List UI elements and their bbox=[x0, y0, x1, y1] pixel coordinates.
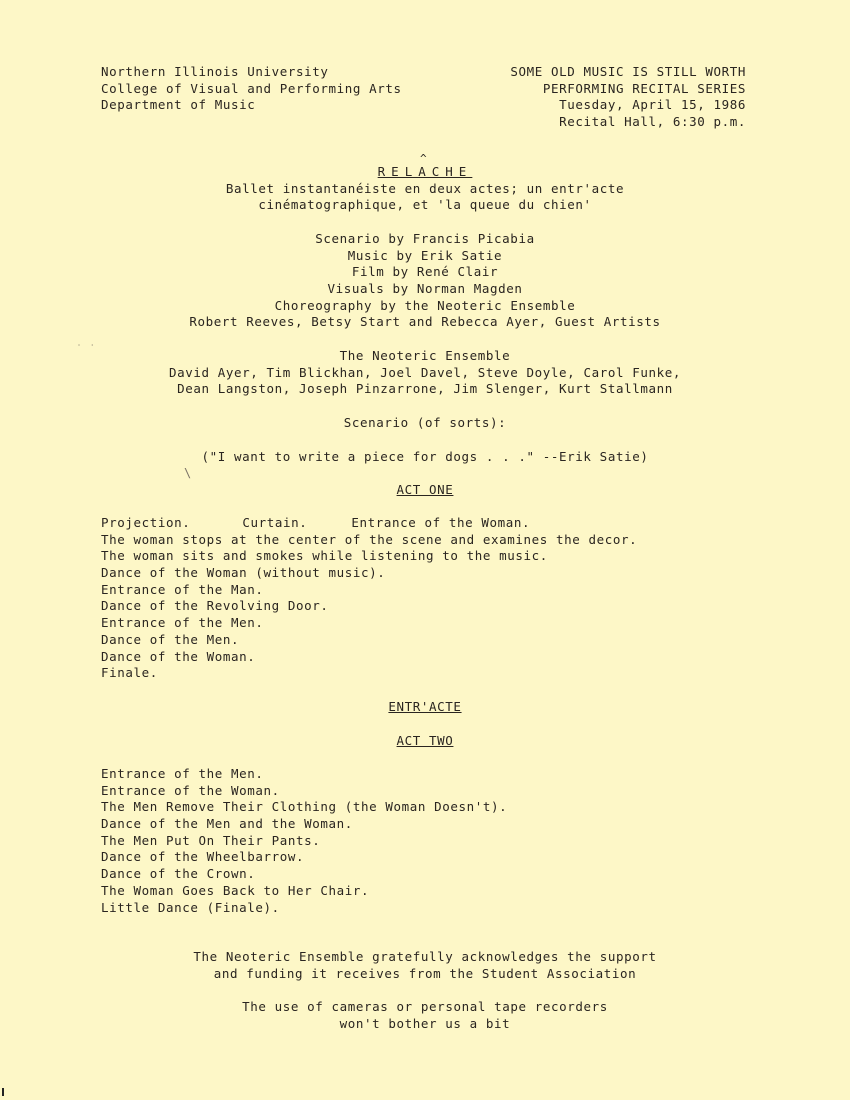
series-title-line2: PERFORMING RECITAL SERIES bbox=[542, 80, 746, 96]
work-title-block bbox=[0, 164, 850, 214]
credit-film: Film by René Clair bbox=[351, 264, 499, 280]
ensemble-members-line1: David Ayer, Tim Blickhan, Joel Davel, Steve Doyle, Carol Funke, bbox=[169, 364, 681, 380]
act-one-heading-wrap bbox=[0, 482, 850, 497]
act-two-line: The Men Put On Their Pants. bbox=[101, 832, 321, 848]
act-one-entrance-woman: Entrance of the Woman. bbox=[351, 515, 531, 530]
credit-choreography: Choreography by the Neoteric Ensemble bbox=[274, 297, 576, 313]
act-one-line: The woman stops at the center of the scene and examines the decor. bbox=[101, 531, 638, 547]
act-one-line: Dance of the Men. bbox=[101, 631, 240, 647]
institution-header bbox=[101, 64, 402, 114]
act-one-line: Dance of the Revolving Door. bbox=[101, 598, 329, 614]
act-one-curtain: Curtain. bbox=[242, 515, 308, 530]
work-subtitle-line2: cinématographique, et 'la queue du chien' bbox=[258, 197, 592, 213]
scan-speck: ˙ ˙ bbox=[76, 344, 96, 355]
event-venue-time: Recital Hall, 6:30 p.m. bbox=[559, 114, 746, 130]
act-one-line: Dance of the Woman. bbox=[101, 648, 256, 664]
scan-pencil-mark: \ bbox=[184, 466, 192, 480]
title-caret-mark: ^ bbox=[420, 152, 428, 165]
credit-guest-artists: Robert Reeves, Betsy Start and Rebecca Ayer, Guest Artists bbox=[189, 314, 661, 330]
acknowledgment-line2: and funding it receives from the Student Association bbox=[213, 965, 637, 981]
credit-visuals: Visuals by Norman Magden bbox=[327, 281, 523, 297]
act-one-line: Entrance of the Man. bbox=[101, 581, 264, 597]
ensemble-members-line2: Dean Langston, Joseph Pinzarrone, Jim Slenger, Kurt Stallmann bbox=[177, 381, 673, 397]
act-one-first-line bbox=[101, 515, 637, 532]
act-two-line: Dance of the Wheelbarrow. bbox=[101, 849, 305, 865]
act-two-heading-wrap bbox=[0, 733, 850, 748]
ensemble-heading: The Neoteric Ensemble bbox=[339, 348, 511, 363]
act-one-line: The woman sits and smokes while listening to the music. bbox=[101, 548, 548, 564]
university-name: Northern Illinois University bbox=[101, 64, 329, 79]
credit-music: Music by Erik Satie bbox=[347, 247, 503, 263]
act-one-line: Entrance of the Men. bbox=[101, 615, 264, 631]
act-two-line: Entrance of the Men. bbox=[101, 766, 264, 781]
act-one-line: Finale. bbox=[101, 665, 158, 681]
event-header bbox=[510, 64, 746, 131]
act-two-line: Dance of the Crown. bbox=[101, 866, 256, 882]
series-title-line1: SOME OLD MUSIC IS STILL WORTH bbox=[510, 64, 746, 79]
college-name: College of Visual and Performing Arts bbox=[101, 80, 402, 96]
act-two-line: Entrance of the Woman. bbox=[101, 782, 280, 798]
acknowledgment-block bbox=[0, 949, 850, 982]
act-one-projection: Projection. bbox=[101, 515, 191, 530]
camera-note-line2: won't bother us a bit bbox=[339, 1015, 511, 1031]
act-one-line: Dance of the Woman (without music). bbox=[101, 565, 386, 581]
scan-edge-mark bbox=[2, 1088, 4, 1096]
camera-note-line1: The use of cameras or personal tape recorders bbox=[242, 999, 608, 1014]
act-two-line: Dance of the Men and the Woman. bbox=[101, 816, 353, 832]
act-two-list bbox=[101, 766, 507, 916]
acknowledgment-line1: The Neoteric Ensemble gratefully acknowledges the support bbox=[193, 949, 657, 964]
act-two-line: The Woman Goes Back to Her Chair. bbox=[101, 882, 370, 898]
credit-scenario: Scenario by Francis Picabia bbox=[315, 231, 535, 246]
scenario-heading: Scenario (of sorts): bbox=[343, 415, 507, 430]
camera-note-block bbox=[0, 999, 850, 1032]
satie-quote: ("I want to write a piece for dogs . . ." --Erik Satie) bbox=[201, 449, 649, 464]
act-two-line: The Men Remove Their Clothing (the Woman Doesn't). bbox=[101, 799, 508, 815]
work-subtitle-line1: Ballet instantanéiste en deux actes; un entr'acte bbox=[225, 180, 625, 196]
credits-block bbox=[0, 231, 850, 331]
entracte-heading-wrap bbox=[0, 699, 850, 714]
event-date: Tuesday, April 15, 1986 bbox=[559, 97, 746, 113]
work-title: RELACHE bbox=[377, 164, 473, 179]
entracte-heading: ENTR'ACTE bbox=[388, 699, 462, 714]
department-name: Department of Music bbox=[101, 97, 256, 113]
act-one-list bbox=[101, 515, 637, 682]
act-one-heading: ACT ONE bbox=[396, 482, 454, 497]
act-two-line: Little Dance (Finale). bbox=[101, 899, 280, 915]
ensemble-block bbox=[0, 348, 850, 398]
act-two-heading: ACT TWO bbox=[396, 733, 454, 748]
